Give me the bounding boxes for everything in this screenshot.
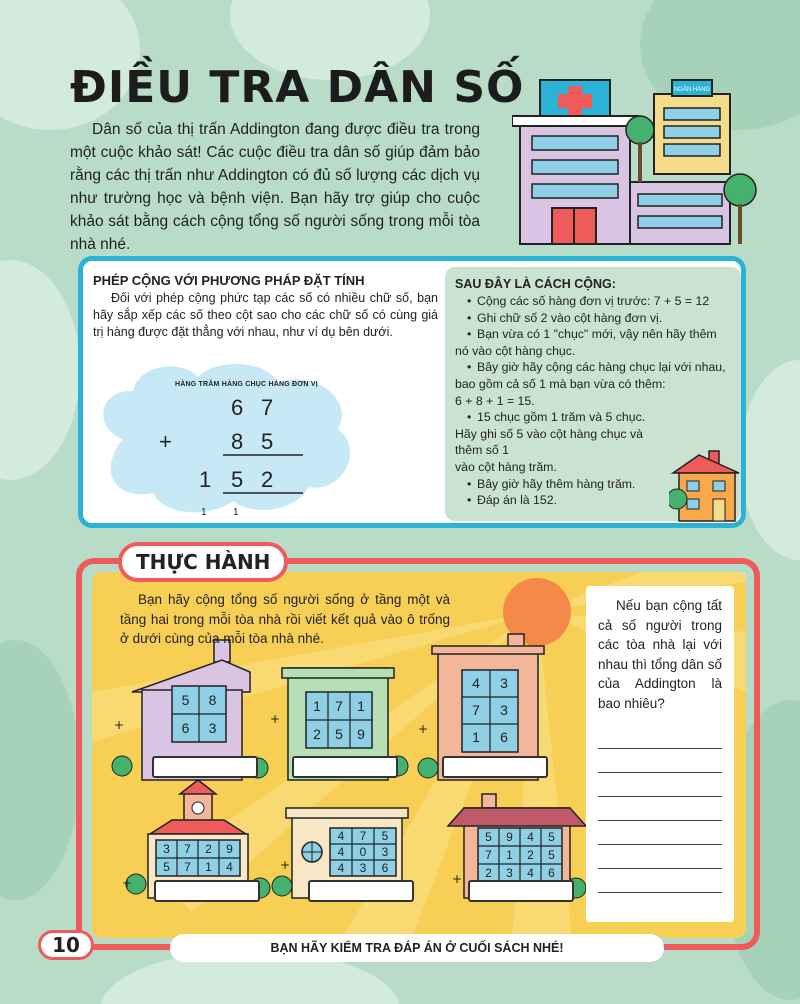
method-body: Đối với phép cộng phức tạp các số có nhiều chữ số, bạn hãy sắp xếp các số theo cột sao cho các chữ số có cùng giá trị hàng được đặt thẳng với nhau, như ví dụ bên dưới. [93,291,438,339]
step-item: • Ghi chữ số 2 vào cột hàng đơn vị. [467,310,663,325]
small-house-illustration [669,447,743,527]
answer-lines[interactable] [598,725,722,893]
building-4-digit: 7 [184,842,191,856]
building-4-digit: 4 [226,860,233,874]
hospital-bank-illustration [512,72,782,252]
plus-sign: + [280,858,291,872]
building-6-digit: 2 [485,866,492,880]
background-blob [740,360,800,560]
plus-sign: + [159,429,172,454]
building-5-digit: 7 [359,829,367,843]
step-item-tail: vào cột hàng trăm. [455,459,557,474]
building-3-digit: 4 [472,675,480,691]
answer-box-building-5[interactable] [308,880,414,902]
steps-list-cont [455,409,669,459]
steps-heading: SAU ĐÂY LÀ CÁCH CỘNG: [455,277,616,291]
building-3-digit: 1 [472,729,480,745]
building-2-digit: 1 [313,698,321,714]
building-5-digit: 6 [381,861,389,875]
total-question: Nếu bạn cộng tất cả số người trong các tòa nhà lại với nhau thì tổng dân số của Addington là bao nhiêu? [598,598,722,711]
answer-reminder: BẠN HÃY KIỂM TRA ĐÁP ÁN Ở CUỐI SÁCH NHÉ! [170,934,664,962]
building-1-digit: 6 [181,720,190,736]
plus-sign: + [270,712,281,726]
building-5-digit: 0 [359,845,367,859]
column-headings: HÀNG TRĂM HÀNG CHỤC HÀNG ĐƠN VỊ [175,381,318,388]
method-heading: PHÉP CỘNG VỚI PHƯƠNG PHÁP ĐẶT TÍNH [93,273,365,288]
building-2-digit: 7 [335,698,343,714]
practice-tag: THỰC HÀNH [118,542,288,582]
building-5-digit: 4 [337,861,345,875]
carry-digit: 1 [233,507,239,518]
building-3-digit: 7 [472,702,480,718]
building-2-digit: 5 [335,726,343,742]
background-blob [0,640,80,900]
building-5-digit: 4 [337,829,345,843]
plus-sign: + [452,872,463,886]
step-equation: 6 + 8 + 1 = 15. [455,393,535,408]
building-4-digit: 9 [226,842,233,856]
building-6-digit: 3 [506,866,513,880]
building-6-digit: 5 [548,830,555,844]
building-6-digit: 4 [527,866,534,880]
page-number: 10 [38,930,94,960]
building-1-digit: 3 [208,720,217,736]
practice-instructions: Bạn hãy cộng tổng số người sống ở tầng một và tầng hai trong mỗi tòa nhà rồi viết kết quả vào ô trống ở dưới cùng của mỗi tòa nhà nhé. [120,592,450,646]
building-6-digit: 5 [548,848,555,862]
building-5-digit: 5 [381,829,389,843]
building-1-digit: 5 [181,692,190,708]
building-6-digit: 5 [485,830,492,844]
building-4-digit: 7 [184,860,191,874]
building-4-digit: 5 [163,860,170,874]
building-5-digit: 3 [359,861,367,875]
building-4-digit: 2 [205,842,212,856]
answer-box-building-3[interactable] [442,756,548,778]
building-2-digit: 2 [313,726,321,742]
background-blob [0,260,80,480]
building-4-digit: 3 [163,842,170,856]
building-3-digit: 3 [500,675,508,691]
bank-sign: NGÂN HÀNG [673,87,711,93]
intro-paragraph: Dân số của thị trấn Addington đang được điều tra trong một cuộc khảo sát! Các cuộc điều tra dân số giúp đảm bảo rằng các thị trấn như Addington có đủ số lượng các dịch vụ như trường học và bệnh viện. Bạn hãy trợ giúp cho cuộc khảo sát bằng cách cộng tổng số người sống trong mỗi tòa nhà nhé. [70,121,480,253]
step-item: • Cộng các số hàng đơn vị trước: 7 + 5 = 12 [467,294,710,308]
building-6-digit: 2 [527,848,534,862]
method-explanation [93,273,438,341]
example-digit: 5 [261,429,274,454]
step-item: • Bây giờ hãy cộng các hàng chục lại với nhau, bao gồm cả số 1 mà bạn vừa có thêm: [455,360,726,391]
building-6-digit: 7 [485,848,492,862]
result-digit: 2 [261,467,274,492]
result-digit: 1 [199,467,212,492]
step-item: • Bạn vừa có 1 "chục" mới, vậy nên hãy thêm nó vào cột hàng chục. [455,327,717,358]
step-item: • Đáp án là 152. [467,493,557,508]
plus-sign: + [122,876,133,890]
addition-method-panel [78,256,746,528]
answer-box-building-2[interactable] [292,756,398,778]
building-3-digit: 3 [500,702,508,718]
step-item: • Bây giờ hãy thêm hàng trăm. [467,476,636,491]
steps-list [455,293,731,393]
answer-box-building-4[interactable] [154,880,260,902]
example-digit: 7 [261,395,274,420]
building-5-digit: 3 [381,845,389,859]
total-population-notebook [586,586,734,922]
building-1-digit: 8 [208,692,217,708]
building-4-digit: 1 [205,860,212,874]
building-6-digit: 1 [506,848,513,862]
plus-sign: + [114,718,125,732]
building-3-digit: 6 [500,729,508,745]
building-6-digit: 6 [548,866,555,880]
building-2-digit: 9 [357,726,365,742]
example-digit: 8 [231,429,244,454]
example-digit: 6 [231,395,244,420]
building-6-digit: 9 [506,830,513,844]
page-title: ĐIỀU TRA DÂN SỐ [70,62,525,113]
answer-box-building-1[interactable] [152,756,258,778]
building-2-digit: 1 [357,698,365,714]
answer-box-building-6[interactable] [468,880,574,902]
building-5-digit: 4 [337,845,345,859]
step-item: • 15 chục gồm 1 trăm và 5 chục. Hãy ghi số 5 vào cột hàng chục và thêm số 1 [455,410,646,458]
plus-sign: + [418,722,429,736]
building-6-digit: 4 [527,830,534,844]
carry-digit: 1 [201,507,207,518]
result-digit: 5 [231,467,244,492]
